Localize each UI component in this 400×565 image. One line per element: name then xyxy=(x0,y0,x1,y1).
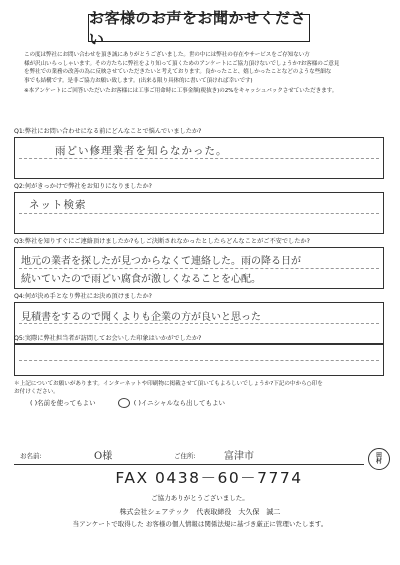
privacy-notice: 当アンケートで取得した お客様の個人情報は関係法規に基づき厳正に管理いたします。 xyxy=(72,520,328,528)
cashback-note: ※本アンケートにご回答いただいたお客様には工事ご用命時に工事金額(税抜き)の2%をキャッシュバックさせていただきます。 xyxy=(24,88,338,95)
name-stamp: 田 村 xyxy=(368,448,390,470)
intro-text: この度は弊社にお問い合わせを頂き誠にありがとうございました。世の中には弊社の存在やサービスをご存知ない方 様が沢山いらっしゃいます。その方たちに弊社をより知って頂くためのアンケートにご協力頂けないでしょうか?お客様のご意見 を弊社での業務の改善の為に反映させていただきたいと考えております。良かったこと、嬉しかったことなどのような些細な 事でも結構です。是非ご協力お願い致します。(出来る限り具体的に書いて頂ければ幸いです) ※本アンケートにご回答いただいたお客様には工事ご用命時に工事金額(税抜き)の2%をキャッシュバックさせていただきます。 xyxy=(24,51,380,96)
ruled-line xyxy=(19,360,379,361)
fax-number: FAX 0438－60－7774 xyxy=(115,469,303,487)
page-title: お客様のお声をお聞かせください xyxy=(88,14,310,42)
name-address-row xyxy=(14,444,364,465)
question-5-label: Q5:実際に弊社担当者が訪問してお会いした印象はいかがでしたか? xyxy=(14,335,202,342)
ruled-line xyxy=(19,213,379,214)
circle-mark-icon xyxy=(118,398,130,408)
option-use-name[interactable]: ( )名前を使ってもよい xyxy=(30,399,96,407)
question-2-answer: ネット検索 xyxy=(29,199,87,211)
question-3-answer-line-1: 地元の業者を探したが見つからなくて連絡した。雨の降る日が xyxy=(21,256,301,267)
consent-options xyxy=(30,398,243,408)
option-use-initials[interactable]: ( )イニシャルなら出してもよい xyxy=(133,399,226,407)
question-3-answer-line-2: 続いていたので雨どい腐食が激しくなることを心配。 xyxy=(21,274,261,285)
question-2-answer-box[interactable] xyxy=(14,192,384,234)
question-1-answer: 雨どい修理業者を知らなかった。 xyxy=(55,145,228,157)
address-label: ご住所: xyxy=(174,452,196,460)
question-3-answer-box[interactable] xyxy=(14,247,384,289)
ruled-line xyxy=(19,268,379,269)
question-1-label: Q1:弊社にお問い合わせになる前にどんなことで悩んでいましたか? xyxy=(14,128,202,135)
address-value[interactable]: 富津市 xyxy=(224,451,254,462)
question-3-label: Q3:弊社を知りすぐにご連絡頂けましたか?もしご決断されなかったとしたらどんなことがご不安でしたか? xyxy=(14,238,310,245)
name-value[interactable]: O様 xyxy=(94,451,113,462)
company-name: 株式会社シェアテック 代表取締役 大久保 誠二 xyxy=(119,508,281,516)
question-5-answer-box[interactable] xyxy=(14,344,384,376)
name-label: お名前: xyxy=(20,452,42,460)
question-1-answer-box[interactable] xyxy=(14,137,384,179)
question-4-label: Q4:何が決め手となり弊社にお決め頂けましたか? xyxy=(14,293,152,300)
question-4-answer: 見積書をするので聞くよりも企業の方が良いと思った xyxy=(21,312,261,323)
ruled-line xyxy=(19,158,379,159)
publication-consent-question: ＊上記についてお願いがあります。インターネットや印刷物に掲載させて頂いてもよろしいでしょうか?下記の中から○印を お付けください。 xyxy=(14,381,323,395)
ruled-line xyxy=(19,323,379,324)
question-2-label: Q2:何がきっかけで弊社をお知りになりましたか? xyxy=(14,183,152,190)
thanks-text: ご協力ありがとうございました。 xyxy=(151,494,249,502)
